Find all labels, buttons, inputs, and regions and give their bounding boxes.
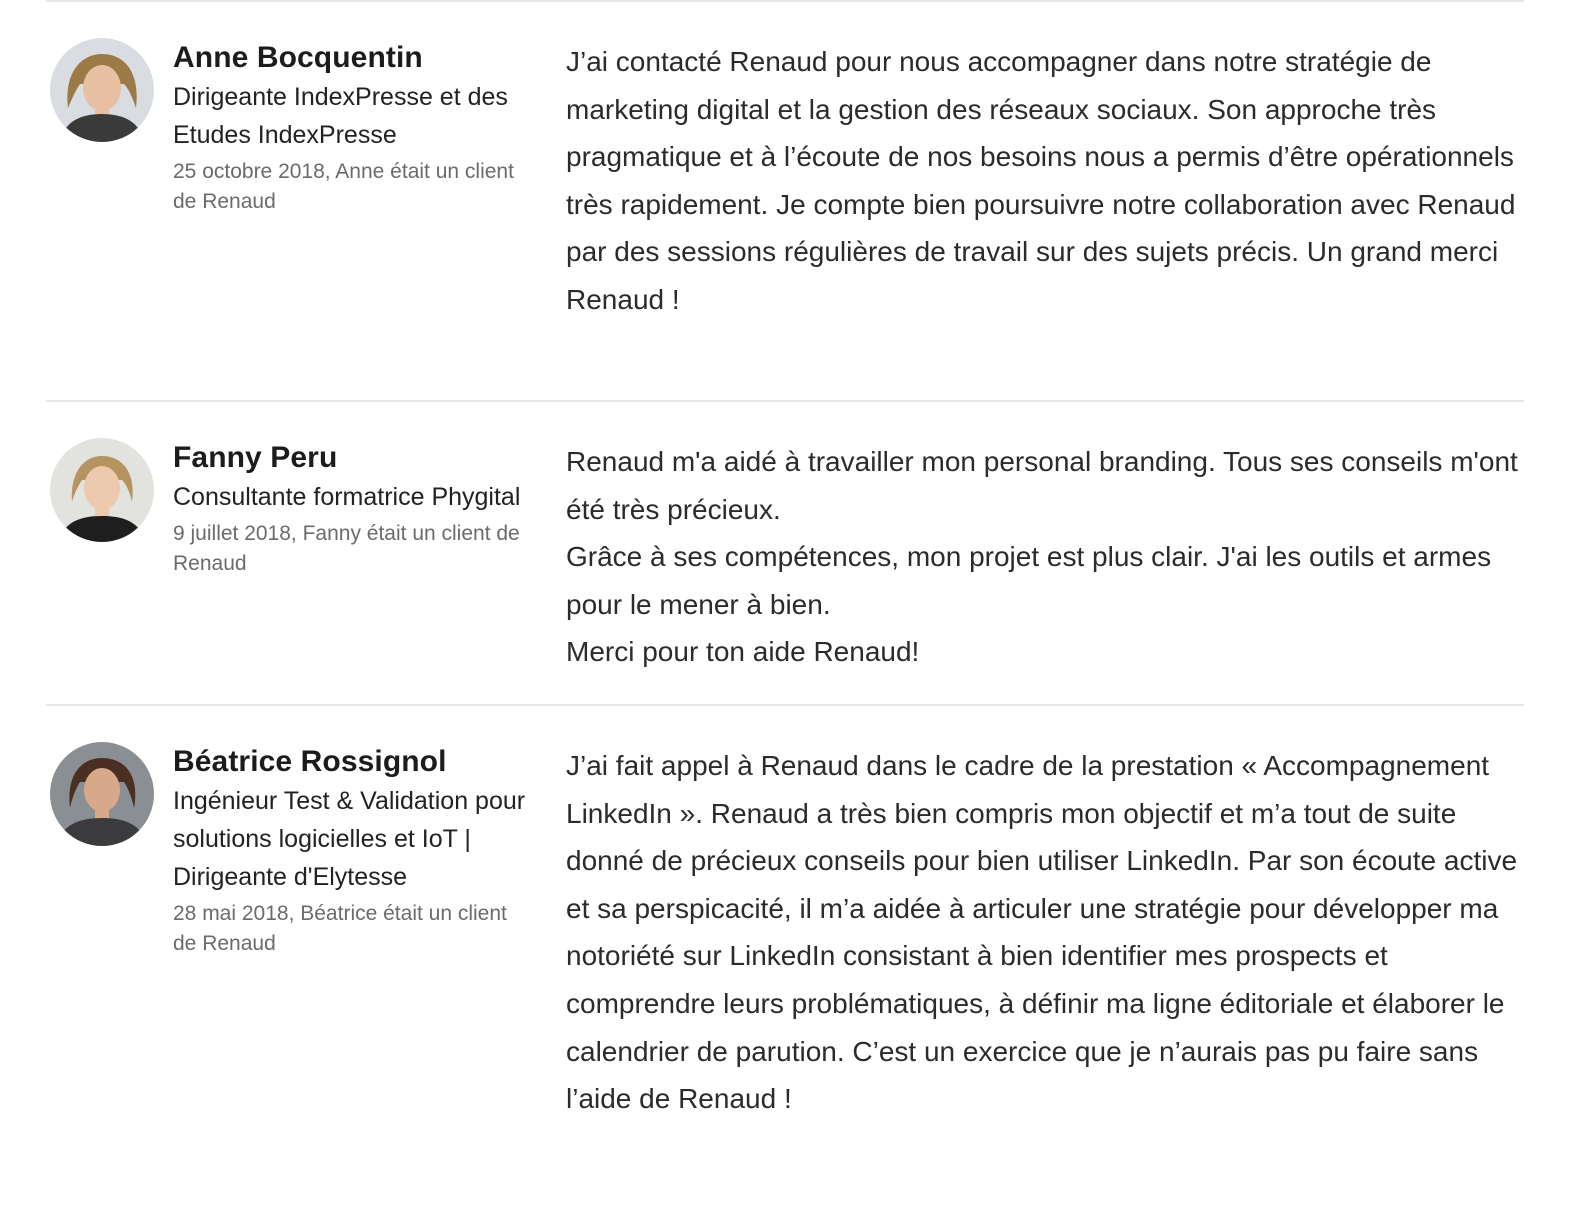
recommendation-date: 9 juillet 2018, Fanny était un client de Renaud — [173, 522, 520, 575]
recommendation-date: 28 mai 2018, Béatrice était un client de Renaud — [173, 902, 507, 955]
recommendation-card — [46, 704, 1524, 1211]
recommender-info — [173, 438, 533, 579]
recommendations-list — [46, 0, 1524, 1211]
recommender-name[interactable]: Fanny Peru — [173, 441, 338, 474]
recommender-headline: Ingénieur Test & Validation pour solutions logicielles et IoT | Dirigeante d'Elytesse — [173, 787, 526, 891]
avatar[interactable] — [50, 38, 154, 142]
recommendation-date: 25 octobre 2018, Anne était un client de Renaud — [173, 160, 514, 213]
recommender-name[interactable]: Béatrice Rossignol — [173, 745, 447, 778]
recommender-info — [173, 742, 533, 959]
recommendation-card — [46, 400, 1524, 704]
recommendation-card — [46, 0, 1524, 400]
profile-photo-icon — [50, 438, 154, 542]
avatar[interactable] — [50, 438, 154, 542]
recommender-headline: Consultante formatrice Phygital — [173, 483, 521, 511]
recommender-headline: Dirigeante IndexPresse et des Etudes IndexPresse — [173, 83, 508, 149]
avatar[interactable] — [50, 742, 154, 846]
recommendation-text: J’ai contacté Renaud pour nous accompagner dans notre stratégie de marketing digital et la gestion des réseaux sociaux. Son approche très pragmatique et à l’écoute de nos besoins nous a permis d’être opérationnels très rapidement. Je compte bien poursuivre notre collaboration avec Renaud par des sessions régulières de travail sur des sujets précis. Un grand merci Renaud ! — [566, 46, 1516, 315]
recommendation-text: Renaud m'a aidé à travailler mon personal branding. Tous ses conseils m'ont été très précieux. Grâce à ses compétences, mon projet est plus clair. J'ai les outils et armes pour le mener à bien. Merci pour ton aide Renaud! — [566, 446, 1518, 668]
recommender-info — [173, 38, 533, 217]
profile-photo-icon — [50, 38, 154, 142]
recommendation-text: J’ai fait appel à Renaud dans le cadre de la prestation « Accompagnement LinkedIn ». Renaud a très bien compris mon objectif et m’a tout de suite donné de précieux conseils pour bien utiliser LinkedIn. Par son écoute active et sa perspicacité, il m’a aidée à articuler une stratégie pour développer ma notoriété sur LinkedIn consistant à bien identifier mes prospects et comprendre leurs problématiques, à définir ma ligne éditoriale et élaborer le calendrier de parution. C’est un exercice que je n’aurais pas pu faire sans l’aide de Renaud ! — [566, 750, 1518, 1115]
recommender-name[interactable]: Anne Bocquentin — [173, 41, 423, 74]
profile-photo-icon — [50, 742, 154, 846]
